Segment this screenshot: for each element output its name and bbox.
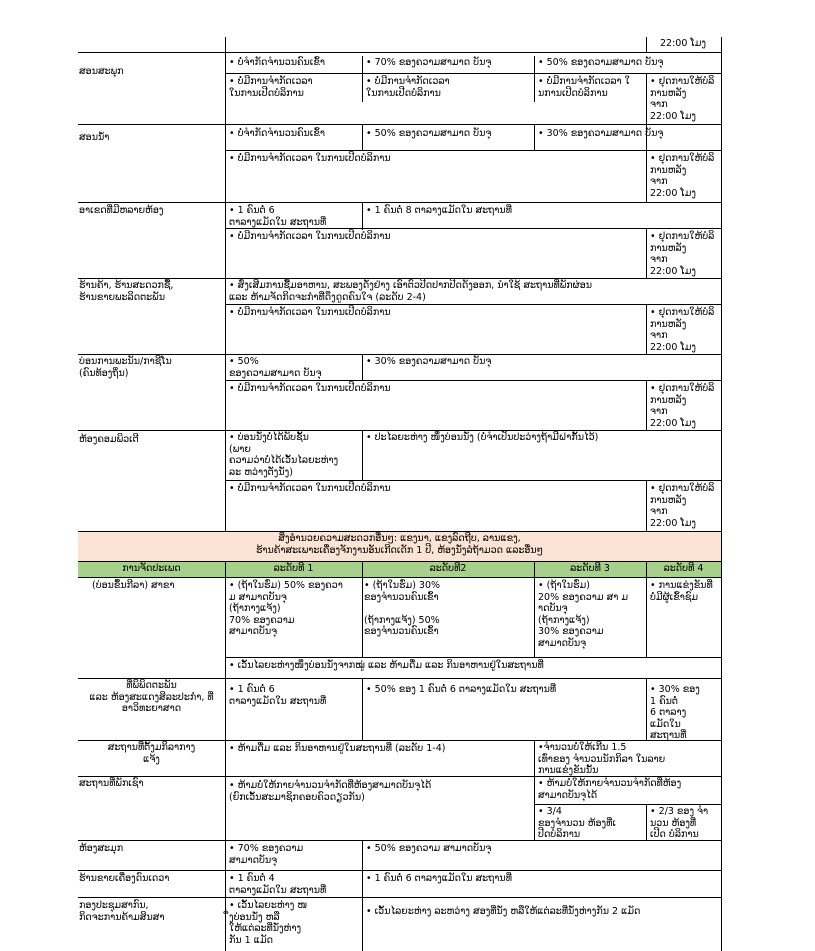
- column-divider: [362, 203, 363, 230]
- column-divider: [225, 561, 226, 951]
- cell-text: • 30% ຂອງ 1 ຄົນຕໍ່ 6 ຕາລາງ ແມັດໃນ ສະຖານທີ່: [650, 684, 700, 742]
- cell-text: • 70% ຂອງຄວາມ ສາມາດບັນຈຸ: [229, 843, 304, 866]
- row-divider: [534, 804, 721, 805]
- row-divider: [225, 304, 721, 305]
- cell-text: • ບໍ່ມີການຈຳກັດເວລາ ໃນການເປີດບໍລິການ: [229, 76, 313, 99]
- row-divider: [78, 897, 721, 898]
- cell-text: • ຫ້າມບໍ່ໃຫ້ກາຍຈຳນວນຈຳກັດທີ່ຫ້ອງສາມາດບັນຈຸໄດ້ (ຍົກເວັ້ນສະມາຊິກຄອບຄົວດຽວກັນ): [229, 780, 432, 803]
- column-divider: [646, 37, 647, 52]
- cell-text: • ບໍ່ຈຳກັດຈຳນວນຄົນເຂົ້າ: [229, 128, 325, 139]
- cell-text: • ບໍ່ມີການຈຳກັດເວລາ ໃນການເປີດບໍລິການ: [229, 153, 391, 164]
- cell-text: • ການແຂ່ງຂັນທີ່ ບໍ່ມີຜູ້ເຂົ້າຊົມ: [650, 580, 713, 603]
- column-divider: [534, 56, 535, 102]
- column-divider: [646, 380, 647, 430]
- column-divider: [646, 480, 647, 531]
- cell-text: • ບໍ່ມີການຈຳກັດເວລາ ໃ ນການເປີດບໍລິການ: [538, 76, 630, 99]
- row-divider: [78, 740, 721, 741]
- cell-text: • 1 ຄົນຕໍ່ 6 ຕາລາງແມັດໃນ ສະຖານທີ່: [366, 873, 512, 884]
- row-divider: [78, 354, 721, 355]
- row-divider: [78, 840, 721, 841]
- column-header-category: ການຈັດປະເພດ: [122, 563, 181, 574]
- row-divider: [78, 430, 721, 431]
- column-divider: [362, 430, 363, 480]
- row-category: ຫ້ອງສະມຸກ: [79, 843, 124, 854]
- cell-text: • ຫ້າມບໍ່ໃຫ້ກາຍຈຳນວນຈຳກັດທີ່ຫ້ອງ ສາມາດບັນຈຸໄດ້: [538, 778, 682, 801]
- cell-text: • ສົ່ງເສີມການຊື້ມອາຫານ, ສະພອງດັ່ງຢ່າງ ເອົາຕົວປີດປາກປີດດັງອອກ, ນຳໃຊ້ ສະຖານທີ່ພັກຜ່ອນ ແລະ ຫ້າມຈັດກິດຈະກຳທີ່ດຶງດູດຄົນໃຈ (ລະດັບ 2-4): [229, 280, 592, 303]
- cell-text: • 1 ຄົນຕໍ່ 8 ຕາລາງແມັດໃນ ສະຖານທີ່: [366, 205, 512, 216]
- cell-text: • 50% ຂອງຄວາມສາມາດ ບັນຈຸ: [229, 356, 322, 379]
- row-category: ສອນນ້ຳ: [79, 132, 110, 143]
- column-header-level-1: ລະດັບທີ 1: [273, 563, 314, 574]
- cell-text: • ຢຸດການໃຫ້ບໍລິ ການຫລັງ ຈາກ 22:00 ໂມງ: [650, 483, 715, 529]
- cell-text: • 70% ຂອງຄວາມສາມາດ ບັນຈຸ: [366, 57, 492, 68]
- cell-text: • ເວັ້ນໄລຍະຫ່າງ ໜ ຶ່ງບ່ອນນັ່ງ ຫລື ໃຫ້ແຕ່ລະທີ່ນັ່ງຫ່າງ ກັນ 1 ແມັດ: [229, 900, 308, 946]
- cell-text: 22:00 ໂມງ: [660, 38, 707, 49]
- column-divider: [362, 840, 363, 951]
- row-divider: [225, 380, 721, 381]
- cell-text: • ຫ້າມດື່ມ ແລະ ກິນອາຫານຢູ່ໃນສະຖານທີ່ (ລະດັບ 1-4): [229, 743, 446, 754]
- cell-text: • ຢຸດການໃຫ້ບໍລິ ການຫລັງ ຈາກ 22:00 ໂມງ: [650, 76, 715, 122]
- table-border-left: [225, 37, 226, 531]
- column-divider: [646, 679, 647, 740]
- cell-text: • 50% ຂອງ 1 ຄົນຕໍ່ 6 ຕາລາງແມັດໃນ ສະຖານທີ່: [366, 684, 557, 695]
- row-category: ຮ້ານຂາຍເຄື່ອງດົນເດວາ: [79, 873, 170, 884]
- row-divider: [225, 480, 721, 481]
- cell-text: • 30% ຂອງຄວາມສາມາດ ບັນຈຸ: [538, 128, 664, 139]
- column-divider: [646, 304, 647, 354]
- cell-text: • ບໍ່ມີການຈຳກັດເວລາ ໃນການເປີດບໍລິການ: [366, 76, 450, 99]
- cell-text: • 30% ຂອງຄວາມສາມາດ ບັນຈຸ: [366, 356, 492, 367]
- row-category: ສອນສະພຸກ: [79, 66, 124, 77]
- row-category: ອາເຂດທີ່ມີຫລາຍຫ້ອງ: [79, 205, 164, 216]
- column-divider: [646, 561, 647, 657]
- row-divider: [225, 657, 721, 658]
- cell-text: • ເວັ້ນໄລຍະຫ່າງ ລະຫວ່າງ ສອງທີ່ນັ່ງ ຫລືໃຫ້ແຕ່ລະທີ່ນັ່ງຫ່າງກັນ 2 ແມັດ: [366, 906, 641, 917]
- column-divider: [646, 228, 647, 279]
- row-category: ຫ້ອງຄອມພິວເຕີ: [79, 434, 139, 445]
- cell-text: • ບໍ່ຈຳກັດຈຳນວນຄົນເຂົ້າ: [229, 57, 325, 68]
- cell-text: • ບໍ່ມີການຈຳກັດເວລາ ໃນການເປີດບໍລິການ: [229, 483, 391, 494]
- cell-text: • ຢຸດການໃຫ້ບໍລິ ການຫລັງ ຈາກ 22:00 ໂມງ: [650, 307, 715, 353]
- column-divider: [534, 561, 535, 657]
- cell-text: • ຢຸດການໃຫ້ບໍລິ ການຫລັງ ຈາກ 22:00 ໂມງ: [650, 383, 715, 429]
- cell-text: • 3/4 ຂອງຈຳນວນ ຫ້ອງທີ່ເ ປີດບໍລິການ: [538, 806, 616, 841]
- row-divider: [78, 678, 721, 679]
- row-category: ສະຖານທີ່ຕັ້ງມກິລາກາງ ແຈ້ງ: [107, 742, 196, 765]
- column-header-level-3: ລະດັບທີ 3: [570, 563, 610, 574]
- notice-text: ສິ່ງອຳນວຍຄວາມສະດວກອື່ນໆ: ແຂງນາ, ແຂງລົດຖີບ, ລານແຂງ, ຮ້ານຄ້າສະເພາະເຄື່ອງຈັກງານອັນເກີດເດັກ 1 ປີ, ຫ້ອງນັ່ງລໍຖ້າມວດ ແລະອື່ນໆ: [255, 533, 544, 556]
- column-divider: [646, 804, 647, 840]
- column-divider: [362, 56, 363, 102]
- column-divider: [362, 561, 363, 657]
- row-category: ກອງປະຊຸມສາກົນ, ກິດຈະການຄ້າມສິນສາ: [79, 900, 165, 923]
- row-category: ບ່ອນການພະນັນ/ກາຊີໂນ (ຄົນທ້ອງຖິ່ນ): [79, 356, 172, 379]
- row-divider: [78, 124, 721, 125]
- column-divider: [534, 740, 535, 776]
- cell-text: • ປະໄລຍະຫ່າງ ໜຶ່ງບ່ອນນັ່ງ (ບໍ່ຈຳເປັນປະວ່າງຖ້າມີຝາກັ້ນໄວ້): [366, 432, 599, 443]
- row-category: ສະຖານທີ່ພັກເຊົາ: [79, 778, 144, 789]
- row-category: (ບ່ອນຂຶ້ນກີລາ) ສາຂາ: [92, 580, 175, 591]
- row-divider: [78, 278, 721, 279]
- cell-text: •ຈຳນວນບໍ່ໃຫ້ເກີນ 1.5 ເທົ່າຂອງ ຈຳນວນນັກກິລາ ໃນລາຍ ການແຂ່ງຂັນນັ້ນ: [538, 742, 666, 777]
- column-divider: [362, 354, 363, 380]
- cell-text: • 1 ຄົນຕໍ່ 6 ຕາລາງແມັດໃນ ສະຖານທີ່: [229, 205, 327, 228]
- row-divider: [78, 202, 721, 203]
- cell-text: • ເວັ້ນໄລຍະຫ່າງໜຶ່ງບ່ອນນັ່ງຈາກໝູ່ ແລະ ຫ້າມດື່ມ ແລະ ກິນອາຫານຢູ່ໃນສະຖານທີ່: [229, 660, 544, 671]
- cell-text: • 50% ຂອງຄວາມສາມາດ ບັນຈຸ: [366, 128, 492, 139]
- row-divider: [78, 870, 721, 871]
- cell-text: • ບ່ອນນັ່ງບໍ່ໄດ້ພັບຊັ້ນ (ພາຍ ຄວາມວ່າບໍ່ໄດ້ເວັ້ນໄລຍະຫ່າງ ລະ ຫວ່າງຕັ່ງນັ່ງ): [229, 432, 339, 478]
- table-border-right: [721, 37, 722, 951]
- cell-text: • (ຖ້າໃນຮົ່ມ) 20% ຂອງຄວາມ ສາ ມ າດບັນຈຸ (ຖ້າກາງແຈ້ງ) 30% ຂອງຄວາມ ສາມາດບັນຈຸ: [538, 580, 629, 649]
- cell-text: • ບໍ່ມີການຈຳກັດເວລາ ໃນການເປີດບໍລິການ: [229, 383, 391, 394]
- cell-text: • 1 ຄົນຕໍ່ 4 ຕາລາງແມັດໃນ ສະຖານທີ່: [229, 873, 327, 896]
- cell-text: • ບໍ່ມີການຈຳກັດເວລາ ໃນການເປີດບໍລິການ: [229, 231, 391, 242]
- column-header-level-2: ລະດັບທີ2: [429, 563, 467, 574]
- row-divider: [225, 73, 721, 74]
- cell-text: • 50% ຂອງຄວາມສາມາດ ບັນຈຸ: [538, 57, 664, 68]
- row-divider: [78, 52, 721, 53]
- row-category: ທີ່ພິພິດຕະພັນ ແລະ ຫ້ອງສະແດງສິລະປະກຳ, ທີ່ ອາວິທະຍາສາດ: [89, 680, 214, 715]
- row-divider: [225, 150, 721, 151]
- column-divider: [534, 125, 535, 150]
- row-category: ຮ້ານຄ້າ, ຮ້ານສະດວກຊື້, ຮ້ານຂາຍພະລິດຕະພັນ: [79, 280, 174, 303]
- cell-text: • ຢຸດການໃຫ້ບໍລິ ການຫລັງ ຈາກ 22:00 ໂມງ: [650, 153, 715, 199]
- cell-text: • ບໍ່ມີການຈຳກັດເວລາ ໃນການເປີດບໍລິການ: [229, 307, 391, 318]
- cell-text: • 50% ຂອງຄວາມ ສາມາດບັນຈຸ: [366, 843, 492, 854]
- row-divider: [78, 577, 721, 578]
- column-divider: [362, 125, 363, 150]
- column-divider: [362, 679, 363, 740]
- row-divider: [78, 531, 721, 532]
- cell-text: • (ຖ້າໃນຮົ່ມ) 30% ຂອງຈຳນວນຄົນເຂົ້າ (ຖ້າກາງແຈ້ງ) 50% ຂອງຈຳນວນຄົນເຂົ້າ: [364, 580, 441, 638]
- cell-text: • (ຖ້າໃນຮົ່ມ) 50% ຂອງຄວາ ມ ສາມາດບັນຈຸ (ຖ້າກາງແຈ້ງ) 70% ຂອງຄວາມ ສາມາດບັນຈຸ: [229, 580, 343, 638]
- cell-text: • 2/3 ຂອງ ຈຳ ນວນ ຫ້ອງທີ່ ເປີດ ບໍລິການ: [650, 806, 709, 841]
- column-divider: [534, 776, 535, 840]
- column-header-level-4: ລະດັບທີ 4: [663, 563, 704, 574]
- row-divider: [78, 561, 721, 562]
- cell-text: • ຢຸດການໃຫ້ບໍລິ ການຫລັງ ຈາກ 22:00 ໂມງ: [650, 231, 715, 277]
- cell-text: • 1 ຄົນຕໍ່ 6 ຕາລາງແມັດໃນ ສະຖານທີ່: [229, 684, 327, 707]
